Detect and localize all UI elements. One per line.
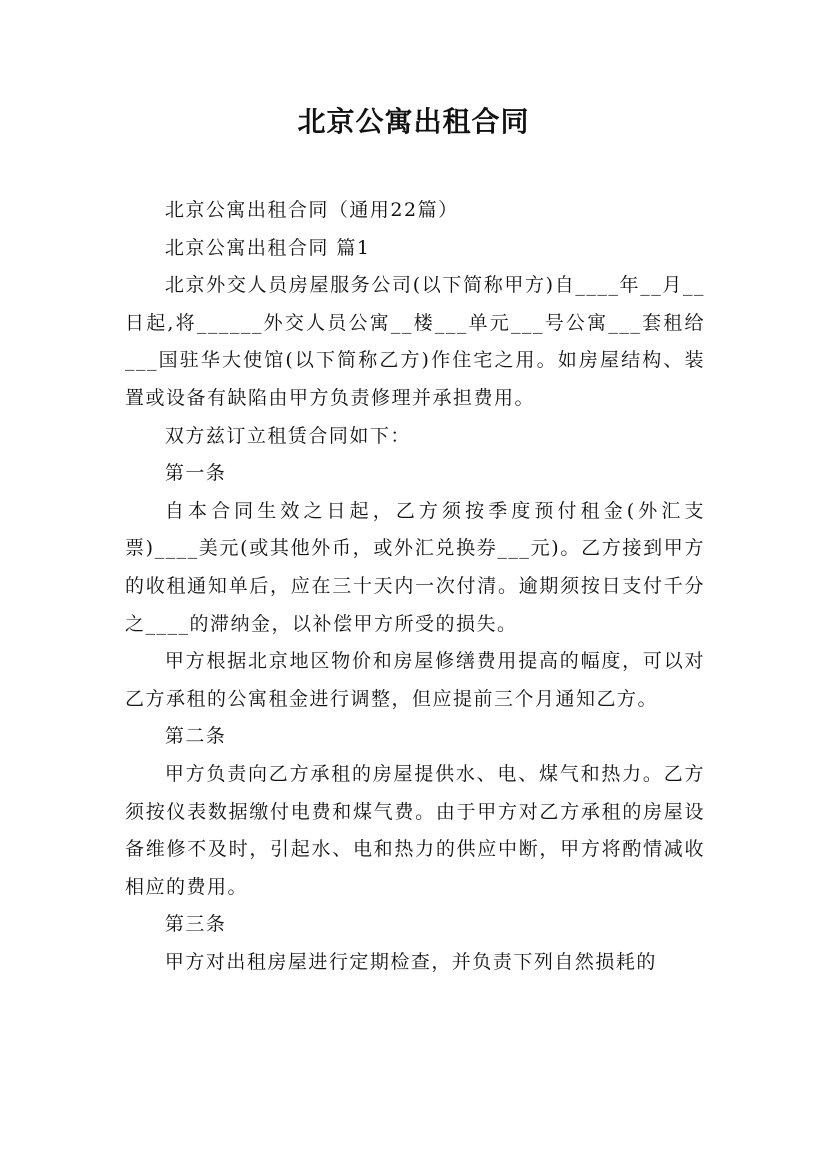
paragraph: 甲方负责向乙方承租的房屋提供水、电、煤气和热力。乙方须按仪表数据缴付电费和煤气费。由于甲方对乙方承租的房屋设备维修不及时，引起水、电和热力的供应中断，甲方将酌情减收相应的费用。 [125, 762, 705, 898]
document-body [125, 192, 705, 981]
document-title: 北京公寓出租合同 [297, 105, 530, 138]
article-heading: 第二条 [164, 725, 227, 748]
article-heading: 第一条 [164, 462, 227, 485]
paragraph: 甲方对出租房屋进行定期检查，并负责下列自然损耗的 [164, 950, 657, 973]
paragraph: 自本合同生效之日起，乙方须按季度预付租金(外汇支票)____美元(或其他外币，或外汇兑换券___元)。乙方接到甲方的收租通知单后，应在三十天内一次付清。逾期须按日支付千分之____的滞纳金，以补偿甲方所受的损失。 [125, 499, 705, 635]
article-heading: 第三条 [164, 913, 227, 936]
paragraph: 双方兹订立租赁合同如下： [164, 424, 411, 447]
section-heading: 北京公寓出租合同 篇1 [164, 236, 371, 259]
subtitle-line: 北京公寓出租合同（通用22篇） [164, 199, 459, 221]
paragraph: 甲方根据北京地区物价和房屋修缮费用提高的幅度，可以对乙方承租的公寓租金进行调整，但应提前三个月通知乙方。 [125, 650, 705, 710]
paragraph: 北京外交人员房屋服务公司(以下简称甲方)自____年__月__日起,将______外交人员公寓__楼___单元___号公寓___套租给___国驻华大使馆(以下简称乙方)作住宅之用。如房屋结构、装置或设备有缺陷由甲方负责修理并承担费用。 [125, 274, 705, 409]
